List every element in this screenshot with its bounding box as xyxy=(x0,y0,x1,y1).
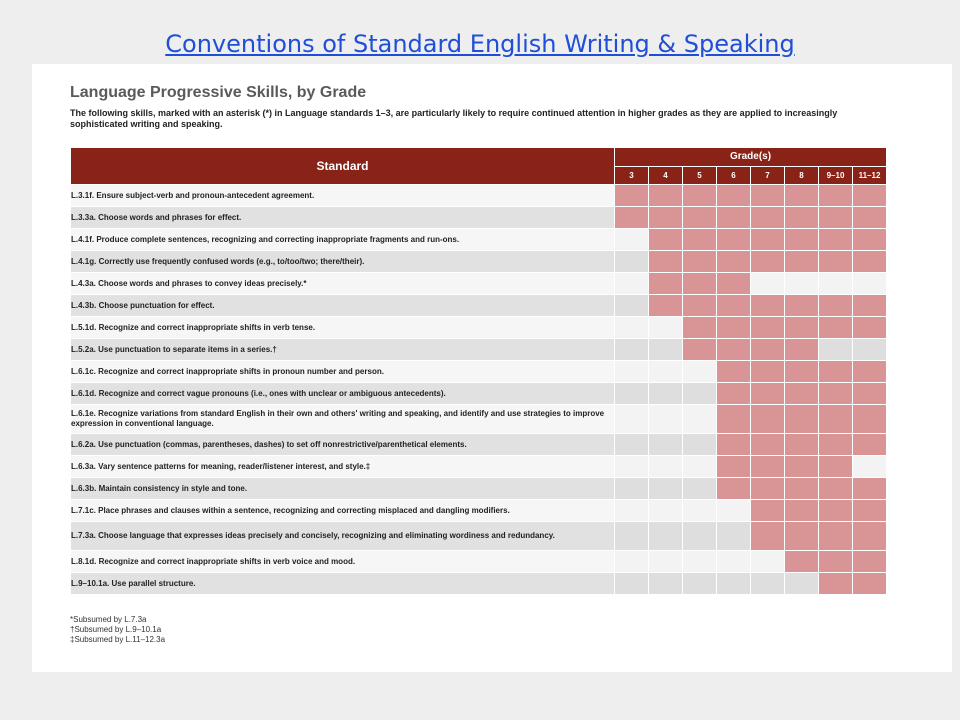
standard-cell: L.4.1g. Correctly use frequently confused words (e.g., to/too/two; there/their). xyxy=(71,251,615,273)
grade-cell-marked xyxy=(819,500,853,522)
grade-cell-marked xyxy=(785,229,819,251)
grade-cell-empty xyxy=(649,361,683,383)
grade-cell-empty xyxy=(717,500,751,522)
grade-cell-empty xyxy=(615,383,649,405)
grade-cell-marked xyxy=(853,500,887,522)
grade-cell-marked xyxy=(615,207,649,229)
grade-cell-marked xyxy=(751,295,785,317)
grade-cell-empty xyxy=(649,522,683,551)
grade-cell-empty xyxy=(717,551,751,573)
grade-cell-marked xyxy=(785,434,819,456)
slide-title xyxy=(0,30,960,58)
grade-cell-marked xyxy=(751,522,785,551)
grade-column-header: 7 xyxy=(751,166,785,185)
grade-cell-marked xyxy=(853,478,887,500)
grade-cell-marked xyxy=(751,434,785,456)
grade-cell-marked xyxy=(819,207,853,229)
grade-cell-empty xyxy=(683,500,717,522)
grade-cell-empty xyxy=(615,295,649,317)
grade-cell-marked xyxy=(649,229,683,251)
grade-cell-marked xyxy=(819,456,853,478)
grade-cell-marked xyxy=(683,207,717,229)
grade-cell-marked xyxy=(785,551,819,573)
grade-cell-marked xyxy=(853,295,887,317)
document-image xyxy=(32,64,952,672)
grade-cell-empty xyxy=(615,251,649,273)
grade-cell-empty xyxy=(615,478,649,500)
grade-cell-empty xyxy=(649,456,683,478)
grade-cell-empty xyxy=(751,273,785,295)
grade-cell-marked xyxy=(751,478,785,500)
grade-cell-marked xyxy=(785,185,819,207)
grade-cell-marked xyxy=(649,207,683,229)
standard-cell: L.3.3a. Choose words and phrases for effect. xyxy=(71,207,615,229)
grade-cell-marked xyxy=(853,207,887,229)
grade-cell-marked xyxy=(819,478,853,500)
grade-cell-marked xyxy=(751,185,785,207)
grade-cell-marked xyxy=(819,551,853,573)
standard-cell: L.4.3b. Choose punctuation for effect. xyxy=(71,295,615,317)
grade-cell-empty xyxy=(649,573,683,595)
standard-cell: L.8.1d. Recognize and correct inappropriate shifts in verb voice and mood. xyxy=(71,551,615,573)
grade-cell-empty xyxy=(785,573,819,595)
document-heading: Language Progressive Skills, by Grade xyxy=(70,84,367,101)
grade-cell-marked xyxy=(751,500,785,522)
slide-title-link[interactable]: Conventions of Standard English Writing & Speaking xyxy=(165,30,795,58)
grade-cell-empty xyxy=(615,405,649,434)
grade-cell-marked xyxy=(853,361,887,383)
standard-cell: L.9–10.1a. Use parallel structure. xyxy=(71,573,615,595)
grade-cell-marked xyxy=(853,434,887,456)
standard-cell: L.7.3a. Choose language that expresses ideas precisely and concisely, recognizing and eliminating wordiness and redundancy. xyxy=(71,522,615,551)
grade-cell-marked xyxy=(853,551,887,573)
grade-cell-marked xyxy=(683,273,717,295)
grade-cell-empty xyxy=(751,551,785,573)
table-row xyxy=(71,383,887,405)
grade-cell-empty xyxy=(819,339,853,361)
grade-cell-empty xyxy=(615,339,649,361)
grade-cell-empty xyxy=(615,361,649,383)
grade-cell-marked xyxy=(717,383,751,405)
table-row xyxy=(71,229,887,251)
grade-cell-empty xyxy=(649,405,683,434)
grade-cell-marked xyxy=(717,317,751,339)
grade-cell-marked xyxy=(819,295,853,317)
grade-cell-marked xyxy=(717,339,751,361)
standard-cell: L.4.3a. Choose words and phrases to convey ideas precisely.* xyxy=(71,273,615,295)
grade-cell-empty xyxy=(649,317,683,339)
grade-cell-marked xyxy=(819,434,853,456)
grade-cell-marked xyxy=(853,317,887,339)
grade-cell-marked xyxy=(751,207,785,229)
standard-cell: L.6.1d. Recognize and correct vague pronouns (i.e., ones with unclear or ambiguous antecedents). xyxy=(71,383,615,405)
grade-cell-empty xyxy=(615,551,649,573)
grade-cell-empty xyxy=(683,434,717,456)
table-row xyxy=(71,551,887,573)
grade-cell-marked xyxy=(683,251,717,273)
standard-cell: L.6.3a. Vary sentence patterns for meaning, reader/listener interest, and style.‡ xyxy=(71,456,615,478)
grade-cell-empty xyxy=(819,273,853,295)
grade-cell-marked xyxy=(853,522,887,551)
footnote: *Subsumed by L.7.3a xyxy=(70,615,147,624)
grade-cell-empty xyxy=(853,456,887,478)
grade-cell-marked xyxy=(683,229,717,251)
standard-cell: L.6.3b. Maintain consistency in style and tone. xyxy=(71,478,615,500)
grade-cell-empty xyxy=(683,361,717,383)
grade-cell-empty xyxy=(649,434,683,456)
grade-cell-marked xyxy=(853,405,887,434)
grade-cell-empty xyxy=(615,456,649,478)
grade-cell-empty xyxy=(649,551,683,573)
grade-cell-empty xyxy=(683,456,717,478)
grade-cell-empty xyxy=(683,383,717,405)
grade-cell-marked xyxy=(717,434,751,456)
grade-cell-marked xyxy=(683,339,717,361)
grade-column-header: 11–12 xyxy=(853,166,887,185)
grade-cell-marked xyxy=(785,361,819,383)
document-intro: The following skills, marked with an asterisk (*) in Language standards 1–3, are particularly likely to require continued attention in higher grades as they are applied to increasingly sophisticated writing and speaking. xyxy=(70,108,838,129)
grade-cell-marked xyxy=(751,251,785,273)
grade-cell-marked xyxy=(785,500,819,522)
table-row xyxy=(71,339,887,361)
grade-cell-empty xyxy=(751,573,785,595)
table-row xyxy=(71,251,887,273)
grade-cell-marked xyxy=(751,456,785,478)
grade-cell-marked xyxy=(785,478,819,500)
grade-cell-marked xyxy=(853,573,887,595)
grade-cell-marked xyxy=(819,251,853,273)
standard-cell: L.6.2a. Use punctuation (commas, parentheses, dashes) to set off nonrestrictive/parenthetical elements. xyxy=(71,434,615,456)
grade-cell-marked xyxy=(751,317,785,339)
grade-cell-empty xyxy=(615,434,649,456)
footnotes xyxy=(70,615,165,645)
grade-cell-marked xyxy=(683,295,717,317)
skills-table xyxy=(70,147,887,595)
grade-cell-empty xyxy=(615,273,649,295)
grade-cell-marked xyxy=(717,405,751,434)
grade-cell-marked xyxy=(785,405,819,434)
footnote: ‡Subsumed by L.11–12.3a xyxy=(70,635,166,644)
grade-cell-marked xyxy=(717,207,751,229)
table-row xyxy=(71,207,887,229)
grade-cell-marked xyxy=(819,383,853,405)
grade-cell-marked xyxy=(649,295,683,317)
grade-cell-marked xyxy=(717,229,751,251)
grade-cell-marked xyxy=(853,383,887,405)
grade-cell-empty xyxy=(615,317,649,339)
grade-cell-empty xyxy=(615,573,649,595)
grade-column-header: 9–10 xyxy=(819,166,853,185)
grade-cell-marked xyxy=(717,273,751,295)
grade-column-header: 8 xyxy=(785,166,819,185)
grade-column-header: 4 xyxy=(649,166,683,185)
standard-cell: L.6.1c. Recognize and correct inappropriate shifts in pronoun number and person. xyxy=(71,361,615,383)
grade-cell-marked xyxy=(853,251,887,273)
grade-cell-empty xyxy=(615,229,649,251)
grade-cell-marked xyxy=(649,273,683,295)
table-row xyxy=(71,273,887,295)
grade-cell-empty xyxy=(615,522,649,551)
standard-cell: L.7.1c. Place phrases and clauses within a sentence, recognizing and correcting misplaced and dangling modifiers. xyxy=(71,500,615,522)
table-row xyxy=(71,185,887,207)
table-row xyxy=(71,573,887,595)
grade-cell-marked xyxy=(717,251,751,273)
grade-cell-marked xyxy=(717,361,751,383)
grade-cell-marked xyxy=(751,361,785,383)
grade-cell-marked xyxy=(751,383,785,405)
grade-cell-marked xyxy=(649,185,683,207)
grade-cell-marked xyxy=(717,478,751,500)
grade-cell-marked xyxy=(785,295,819,317)
grade-cell-marked xyxy=(649,251,683,273)
table-row xyxy=(71,317,887,339)
table-row xyxy=(71,295,887,317)
grade-cell-empty xyxy=(649,383,683,405)
grade-cell-marked xyxy=(819,405,853,434)
grade-cell-marked xyxy=(785,207,819,229)
grade-column-header: 6 xyxy=(717,166,751,185)
grade-cell-marked xyxy=(751,229,785,251)
table-row xyxy=(71,405,887,434)
grade-cell-marked xyxy=(785,456,819,478)
grade-column-header: 5 xyxy=(683,166,717,185)
grade-cell-marked xyxy=(785,522,819,551)
table-row xyxy=(71,456,887,478)
grade-cell-empty xyxy=(683,522,717,551)
grade-cell-empty xyxy=(717,573,751,595)
grades-header: Grade(s) xyxy=(615,148,887,167)
footnote: †Subsumed by L.9–10.1a xyxy=(70,625,162,634)
grade-cell-empty xyxy=(853,273,887,295)
grade-cell-marked xyxy=(785,251,819,273)
grade-cell-marked xyxy=(819,573,853,595)
grade-cell-marked xyxy=(853,185,887,207)
grade-cell-empty xyxy=(853,339,887,361)
grade-cell-marked xyxy=(785,339,819,361)
standard-cell: L.4.1f. Produce complete sentences, recognizing and correcting inappropriate fragments and run-ons. xyxy=(71,229,615,251)
grade-cell-empty xyxy=(785,273,819,295)
table-row xyxy=(71,434,887,456)
grade-cell-marked xyxy=(683,185,717,207)
grade-cell-marked xyxy=(717,295,751,317)
grade-cell-empty xyxy=(683,551,717,573)
grade-cell-empty xyxy=(649,478,683,500)
grade-column-header: 3 xyxy=(615,166,649,185)
grade-cell-marked xyxy=(717,456,751,478)
grade-cell-marked xyxy=(819,361,853,383)
standard-cell: L.5.1d. Recognize and correct inappropriate shifts in verb tense. xyxy=(71,317,615,339)
standard-header: Standard xyxy=(71,148,615,185)
grade-cell-empty xyxy=(683,405,717,434)
grade-cell-marked xyxy=(683,317,717,339)
grade-cell-marked xyxy=(819,229,853,251)
grade-cell-marked xyxy=(751,405,785,434)
grade-cell-marked xyxy=(819,185,853,207)
grade-cell-marked xyxy=(853,229,887,251)
grade-cell-empty xyxy=(683,478,717,500)
table-row xyxy=(71,522,887,551)
standard-cell: L.6.1e. Recognize variations from standard English in their own and others' writing and speaking, and identify and use strategies to improve expression in conventional language. xyxy=(71,405,615,434)
grade-cell-marked xyxy=(785,317,819,339)
grade-cell-empty xyxy=(683,573,717,595)
grade-cell-empty xyxy=(717,522,751,551)
table-row xyxy=(71,478,887,500)
table-row xyxy=(71,361,887,383)
standard-cell: L.5.2a. Use punctuation to separate items in a series.† xyxy=(71,339,615,361)
grade-cell-marked xyxy=(819,317,853,339)
grade-cell-empty xyxy=(649,339,683,361)
grade-cell-empty xyxy=(649,500,683,522)
grade-cell-marked xyxy=(751,339,785,361)
standard-cell: L.3.1f. Ensure subject-verb and pronoun-antecedent agreement. xyxy=(71,185,615,207)
grade-cell-marked xyxy=(819,522,853,551)
grade-cell-empty xyxy=(615,500,649,522)
grade-cell-marked xyxy=(717,185,751,207)
grade-cell-marked xyxy=(615,185,649,207)
grade-cell-marked xyxy=(785,383,819,405)
table-row xyxy=(71,500,887,522)
